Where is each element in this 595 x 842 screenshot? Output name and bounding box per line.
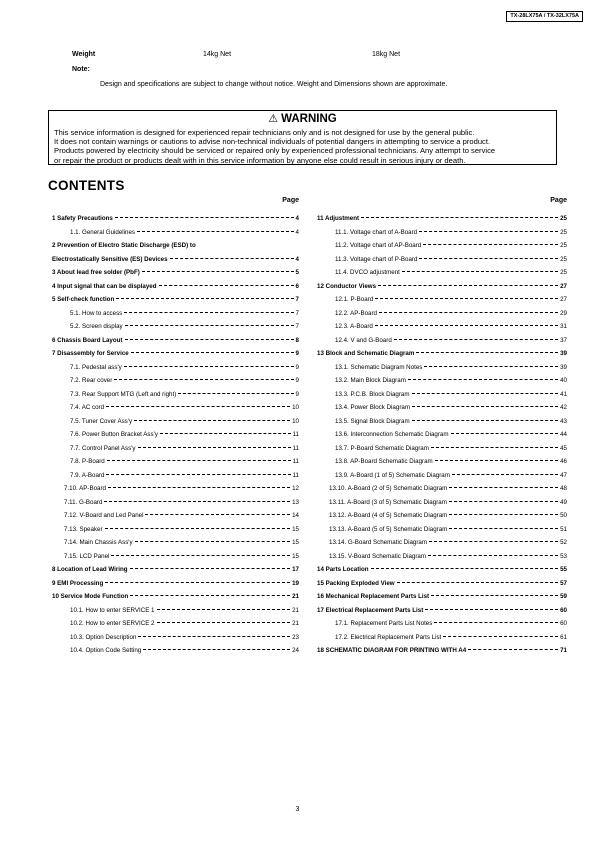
toc-entry-page: 27 — [560, 296, 567, 303]
toc-entry-title: 13.7. P-Board Schematic Diagram — [335, 444, 429, 452]
toc-entry — [317, 403, 567, 417]
toc-leader-line — [108, 487, 290, 488]
toc-entry-page: 25 — [560, 228, 567, 236]
toc-entry — [52, 592, 299, 606]
warning-text — [54, 128, 552, 165]
toc-entry-title: 17 Electrical Replacement Parts List — [317, 606, 424, 614]
toc-entry-page: 47 — [560, 471, 567, 479]
toc-entry-title: 3 About lead free solder (PbF) — [52, 269, 140, 276]
toc-entry-title: 13.5. Signal Block Diagram — [335, 417, 410, 425]
toc-leader-line — [125, 339, 294, 340]
toc-entry-page: 4 — [295, 255, 299, 263]
toc-leader-line — [431, 595, 558, 596]
toc-entry-title: 8 Location of Lead Wiring — [52, 566, 128, 573]
toc-entry-title: 7.5. Tuner Cover Ass'y — [70, 417, 133, 425]
toc-entry-title: 15 Packing Exploded View — [317, 579, 395, 587]
toc-entry-title: 7.12. V-Board and Led Panel — [64, 512, 144, 519]
toc-entry — [317, 295, 567, 309]
toc-leader-line — [425, 609, 558, 610]
toc-leader-line — [371, 568, 559, 569]
toc-entry — [317, 633, 567, 647]
toc-entry-page: 9 — [295, 390, 299, 398]
toc-leader-line — [104, 501, 290, 502]
toc-entry — [52, 525, 299, 539]
toc-leader-line — [178, 393, 293, 394]
toc-entry-page: 11 — [292, 444, 299, 452]
toc-list-left — [52, 214, 299, 660]
toc-entry-page: 13 — [292, 498, 299, 506]
toc-entry-title: 7 Disassembly for Service — [52, 350, 129, 357]
toc-leader-line — [375, 298, 558, 299]
toc-entry — [317, 282, 567, 296]
toc-leader-line — [105, 528, 291, 529]
toc-entry-title: 7.1. Pedestal ass'y — [70, 363, 122, 371]
warning-title-text: WARNING — [281, 113, 337, 125]
toc-entry — [317, 268, 567, 282]
toc-list-right — [317, 214, 567, 660]
toc-entry-title: 12 Conductor Views — [317, 282, 377, 290]
toc-leader-line — [130, 595, 290, 596]
toc-entry-title: 17.1. Replacement Parts List Notes — [335, 620, 433, 627]
weight-label: Weight — [72, 51, 96, 58]
toc-entry-page: 45 — [560, 444, 567, 452]
toc-leader-line — [157, 622, 291, 623]
toc-entry-title: 7.7. Control Panel Ass'y — [70, 444, 136, 452]
toc-entry — [52, 322, 299, 336]
toc-entry — [317, 579, 567, 593]
toc-entry — [52, 295, 299, 309]
toc-leader-line — [135, 541, 291, 542]
toc-entry — [317, 471, 567, 485]
toc-entry-title: 7.11. G-Board — [64, 498, 103, 506]
toc-entry-title: 10.3. Option Description — [70, 633, 137, 641]
toc-entry — [317, 538, 567, 552]
toc-entry — [317, 376, 567, 390]
toc-entry-page: 43 — [560, 417, 567, 425]
toc-entry — [52, 444, 299, 458]
toc-leader-line — [394, 339, 558, 340]
toc-leader-line — [402, 271, 558, 272]
toc-entry-title: 7.14. Main Chassis Ass'y — [64, 539, 133, 546]
toc-entry-title: 1.1. General Guidelines — [70, 228, 136, 236]
toc-entry-title: 17.2. Electrical Replacement Parts List — [335, 633, 442, 641]
toc-entry-title: 13.13. A-Board (5 of 5) Schematic Diagram — [329, 525, 448, 533]
toc-entry — [52, 498, 299, 512]
toc-entry — [52, 349, 299, 363]
toc-entry-title: 13.8. AP-Board Schematic Diagram — [335, 458, 433, 465]
toc-entry — [317, 430, 567, 444]
toc-entry-page: 51 — [560, 525, 567, 533]
toc-entry — [52, 633, 299, 647]
toc-entry-title: 12.1. P-Board — [335, 296, 374, 303]
toc-entry-title: 7.8. P-Board — [70, 458, 105, 465]
toc-entry — [52, 471, 299, 485]
toc-entry-page: 59 — [560, 593, 567, 600]
toc-leader-line — [375, 325, 558, 326]
toc-leader-line — [115, 217, 294, 218]
toc-entry-page: 71 — [560, 647, 567, 654]
toc-leader-line — [157, 609, 291, 610]
toc-entry-page: 11 — [292, 431, 299, 438]
toc-leader-line — [449, 514, 558, 515]
toc-entry-title: 16 Mechanical Replacement Parts List — [317, 593, 430, 600]
toc-entry-page: 48 — [560, 485, 567, 492]
toc-leader-line — [449, 487, 558, 488]
toc-entry-title: 13 Block and Schematic Diagram — [317, 350, 415, 357]
toc-entry — [317, 336, 567, 350]
toc-entry-title: 7.3. Rear Support MTG (Left and right) — [70, 390, 177, 398]
toc-entry-page: 9 — [295, 350, 299, 357]
toc-entry-title: 5.1. How to access — [70, 309, 123, 317]
toc-entry — [52, 363, 299, 377]
toc-entry-page: 49 — [560, 498, 567, 506]
toc-entry — [52, 417, 299, 431]
toc-entry-page: 25 — [560, 242, 567, 249]
toc-entry-page: 9 — [295, 363, 299, 371]
toc-entry-title: 11.1. Voltage chart of A-Board — [335, 228, 418, 236]
toc-entry-title: 13.12. A-Board (4 of 5) Schematic Diagram — [329, 512, 448, 519]
toc-entry-page: 24 — [292, 647, 299, 654]
toc-entry-page: 46 — [560, 458, 567, 465]
toc-entry-page: 52 — [560, 539, 567, 546]
toc-entry — [52, 403, 299, 417]
toc-leader-line — [449, 501, 558, 502]
toc-entry-page: 12 — [292, 485, 299, 492]
toc-entry-page: 9 — [295, 377, 299, 384]
toc-entry — [52, 376, 299, 390]
toc-entry-title: 7.9. A-Board — [70, 471, 105, 479]
toc-entry — [52, 336, 299, 350]
toc-entry-page: 5 — [295, 269, 299, 276]
toc-entry — [317, 619, 567, 633]
page-column-header: Page — [550, 197, 567, 204]
toc-entry-title: 11.3. Voltage chart of P-Board — [335, 255, 418, 263]
toc-entry — [52, 538, 299, 552]
toc-leader-line — [131, 352, 294, 353]
toc-entry-page: 31 — [560, 323, 567, 330]
toc-entry-title: 13.4. Power Block Diagram — [335, 404, 410, 411]
toc-entry — [317, 309, 567, 323]
warning-line: Products powered by electricity should be serviced or repaired only by experienced professional technicians. Any attempt to service — [54, 146, 496, 156]
toc-entry — [317, 484, 567, 498]
toc-entry-title: 13.3. P.C.B. Block Diagram — [335, 390, 410, 398]
toc-entry-title: 7.6. Power Button Bracket Ass'y — [70, 431, 158, 438]
toc-entry-page: 11 — [292, 458, 299, 465]
toc-entry-page: 10 — [292, 417, 299, 425]
toc-entry-page: 42 — [560, 404, 567, 411]
toc-entry — [317, 565, 567, 579]
toc-leader-line — [435, 460, 558, 461]
toc-entry-page: 25 — [560, 255, 567, 263]
toc-leader-line — [138, 447, 291, 448]
toc-entry — [52, 457, 299, 471]
toc-entry — [317, 525, 567, 539]
toc-entry-page: 7 — [295, 323, 299, 330]
toc-entry-page: 41 — [560, 390, 567, 398]
toc-entry — [52, 282, 299, 296]
toc-leader-line — [431, 447, 558, 448]
toc-entry-title: 13.6. Interconnection Schematic Diagram — [335, 431, 449, 438]
toc-entry — [52, 565, 299, 579]
toc-leader-line — [142, 271, 294, 272]
toc-leader-line — [143, 649, 290, 650]
toc-leader-line — [160, 433, 291, 434]
note-label: Note: — [72, 66, 90, 73]
toc-entry — [52, 255, 299, 269]
weight-value-32: 18kg Net — [372, 51, 401, 58]
toc-entry-page: 39 — [560, 350, 567, 357]
toc-leader-line — [361, 217, 558, 218]
toc-entry — [52, 309, 299, 323]
toc-leader-line — [134, 420, 290, 421]
toc-entry-page: 40 — [560, 377, 567, 384]
toc-entry-title: 10.4. Option Code Setting — [70, 647, 142, 654]
toc-leader-line — [170, 258, 294, 259]
toc-entry — [317, 214, 567, 228]
toc-leader-line — [138, 636, 290, 637]
toc-leader-line — [408, 379, 558, 380]
warning-line: This service information is designed for experienced repair technicians only and is not designed for use by the general public. — [54, 128, 475, 137]
contents-title: CONTENTS — [48, 178, 125, 193]
toc-entry — [52, 390, 299, 404]
toc-entry — [317, 255, 567, 269]
toc-entry-title: 9 EMI Processing — [52, 579, 104, 587]
page-number: 3 — [295, 806, 300, 813]
toc-leader-line — [424, 366, 558, 367]
toc-leader-line — [412, 420, 558, 421]
toc-entry-page: 25 — [560, 269, 567, 276]
toc-leader-line — [145, 514, 290, 515]
toc-entry-page: 15 — [292, 552, 299, 560]
toc-entry-page: 7 — [295, 296, 299, 303]
toc-leader-line — [125, 325, 294, 326]
toc-entry-title: 7.2. Rear cover — [70, 377, 113, 384]
toc-leader-line — [107, 460, 291, 461]
toc-leader-line — [116, 298, 293, 299]
toc-entry-page: 19 — [292, 579, 299, 587]
toc-entry-page: 6 — [295, 282, 299, 290]
toc-left-column — [52, 196, 299, 660]
toc-entry-title: Electrostatically Sensitive (ES) Devices — [52, 255, 168, 263]
toc-leader-line — [452, 474, 558, 475]
toc-entry — [317, 349, 567, 363]
toc-entry-title: 10 Service Mode Function — [52, 593, 129, 600]
toc-entry-title: 14 Parts Location — [317, 566, 369, 573]
toc-entry — [317, 592, 567, 606]
toc-entry-title: 10.2. How to enter SERVICE 2 — [70, 620, 155, 627]
toc-entry-page: 7 — [295, 309, 299, 317]
toc-leader-line — [159, 285, 294, 286]
toc-entry-page: 15 — [292, 539, 299, 546]
toc-entry-page: 8 — [295, 336, 299, 344]
toc-entry — [317, 606, 567, 620]
toc-leader-line — [419, 258, 558, 259]
toc-entry-title: 6 Chassis Board Layout — [52, 336, 123, 344]
toc-entry — [52, 484, 299, 498]
toc-leader-line — [416, 352, 558, 353]
toc-leader-line — [412, 393, 559, 394]
toc-entry — [317, 552, 567, 566]
toc-entry-page: 15 — [292, 525, 299, 533]
toc-leader-line — [378, 285, 558, 286]
warning-triangle-icon: ⚠ — [268, 113, 279, 125]
toc-entry-title: 13.9. A-Board (1 of 5) Schematic Diagram — [335, 471, 450, 479]
note-text: Design and specifications are subject to change without notice. Weight and Dimensions shown are approximate. — [100, 81, 448, 88]
toc-entry-title: 1 Safety Precautions — [52, 215, 113, 222]
toc-entry-title: 11.4. DVCO adjustment — [335, 269, 400, 276]
toc-leader-line — [379, 312, 558, 313]
toc-leader-line — [114, 379, 293, 380]
toc-entry-title: 12.4. V and G-Board — [335, 336, 392, 344]
toc-entry-page: 44 — [560, 431, 567, 438]
toc-entry — [52, 214, 299, 228]
toc-leader-line — [468, 649, 558, 650]
toc-entry — [52, 228, 299, 242]
toc-entry — [317, 363, 567, 377]
toc-entry — [317, 444, 567, 458]
toc-entry-page: 60 — [560, 620, 567, 627]
toc-entry — [317, 511, 567, 525]
toc-entry-page: 21 — [292, 620, 299, 627]
toc-entry — [317, 322, 567, 336]
toc-entry-title: 7.10. AP-Board — [64, 485, 106, 492]
warning-box — [48, 110, 557, 165]
toc-entry — [52, 606, 299, 620]
toc-leader-line — [423, 244, 558, 245]
toc-entry — [317, 498, 567, 512]
toc-leader-line — [130, 568, 291, 569]
toc-entry — [52, 552, 299, 566]
toc-entry — [317, 228, 567, 242]
toc-entry-page: 29 — [560, 309, 567, 317]
toc-entry — [317, 241, 567, 255]
toc-entry-page: 37 — [560, 336, 567, 344]
toc-entry-title: 7.13. Speaker — [64, 525, 103, 533]
toc-entry-title: 12.2. AP-Board — [335, 309, 377, 317]
toc-leader-line — [397, 582, 559, 583]
toc-entry-title: 13.11. A-Board (3 of 5) Schematic Diagram — [329, 498, 447, 506]
toc-leader-line — [124, 366, 294, 367]
toc-entry-page: 61 — [560, 633, 567, 641]
toc-entry-page: 23 — [292, 633, 299, 641]
toc-entry-title: 5.2. Screen display — [70, 323, 123, 330]
toc-entry — [52, 241, 299, 255]
toc-entry-title: 5 Self-check function — [52, 296, 115, 303]
toc-entry-page: 25 — [560, 215, 567, 222]
toc-entry-title: 11.2. Voltage chart of AP-Board — [335, 242, 422, 249]
toc-entry-title: 13.2. Main Block Diagram — [335, 377, 406, 384]
toc-entry — [52, 619, 299, 633]
toc-entry — [52, 268, 299, 282]
toc-leader-line — [443, 636, 558, 637]
weight-value-28: 14kg Net — [203, 51, 232, 58]
warning-line: It does not contain warnings or cautions to advise non-technical individuals of potential dangers in attempting to service a product. — [54, 137, 491, 147]
toc-entry-page: 27 — [560, 282, 567, 290]
toc-entry-page: 4 — [295, 228, 299, 236]
toc-entry — [317, 457, 567, 471]
toc-entry-page: 17 — [292, 566, 299, 573]
toc-entry-page: 50 — [560, 512, 567, 519]
toc-leader-line — [105, 582, 290, 583]
toc-entry-page: 11 — [292, 471, 299, 479]
toc-leader-line — [111, 555, 290, 556]
toc-leader-line — [137, 231, 294, 232]
toc-entry — [52, 646, 299, 660]
toc-entry-title: 7.15. LCD Panel — [64, 552, 110, 560]
toc-entry-page: 39 — [560, 363, 567, 371]
toc-entry-title: 10.1. How to enter SERVICE 1 — [70, 606, 155, 614]
toc-entry-page: 21 — [292, 606, 299, 614]
toc-entry-page: 60 — [560, 606, 567, 614]
toc-entry-page: 4 — [295, 215, 299, 222]
warning-line: or repair the product or products dealt with in this service information by anyone else could result in serious injury or death. — [54, 155, 466, 165]
toc-entry-title: 4 Input signal that can be displayed — [52, 282, 157, 290]
toc-entry-title: 11 Adjustment — [317, 215, 360, 222]
toc-entry — [317, 390, 567, 404]
toc-entry — [52, 579, 299, 593]
toc-entry — [52, 430, 299, 444]
toc-entry — [52, 511, 299, 525]
toc-entry-page: 14 — [292, 512, 299, 519]
toc-leader-line — [419, 231, 558, 232]
toc-leader-line — [429, 541, 558, 542]
toc-leader-line — [106, 406, 290, 407]
toc-entry-title: 18 SCHEMATIC DIAGRAM FOR PRINTING WITH A4 — [317, 647, 467, 654]
toc-leader-line — [412, 406, 558, 407]
toc-leader-line — [428, 555, 558, 556]
toc-leader-line — [106, 474, 290, 475]
toc-entry-title: 2 Prevention of Electro Static Discharge (ESD) to — [52, 242, 196, 249]
toc-entry-title: 12.3. A-Board — [335, 323, 373, 330]
toc-entry-page: 53 — [560, 552, 567, 560]
toc-leader-line — [434, 622, 558, 623]
model-number-box: TX-28LX75A / TX-32LX75A — [506, 11, 583, 22]
toc-entry — [317, 417, 567, 431]
toc-entry-page: 10 — [292, 404, 299, 411]
toc-entry-page: 21 — [292, 593, 299, 600]
toc-right-column — [317, 196, 567, 660]
page-column-header: Page — [282, 197, 299, 204]
toc-entry-title: 13.10. A-Board (2 of 5) Schematic Diagram — [329, 485, 448, 492]
toc-leader-line — [449, 528, 558, 529]
toc-entry-title: 7.4. AC cord — [70, 404, 105, 411]
toc-leader-line — [124, 312, 293, 313]
toc-leader-line — [451, 433, 559, 434]
toc-entry — [317, 646, 567, 660]
toc-entry-title: 13.15. V-Board Schematic Diagram — [329, 552, 426, 560]
warning-title — [49, 112, 556, 125]
toc-entry-page: 55 — [560, 566, 567, 573]
toc-entry-title: 13.14. G-Board Schematic Diagram — [329, 539, 428, 546]
toc-entry-page: 57 — [560, 579, 567, 587]
toc-entry-title: 13.1. Schematic Diagram Notes — [335, 363, 423, 371]
